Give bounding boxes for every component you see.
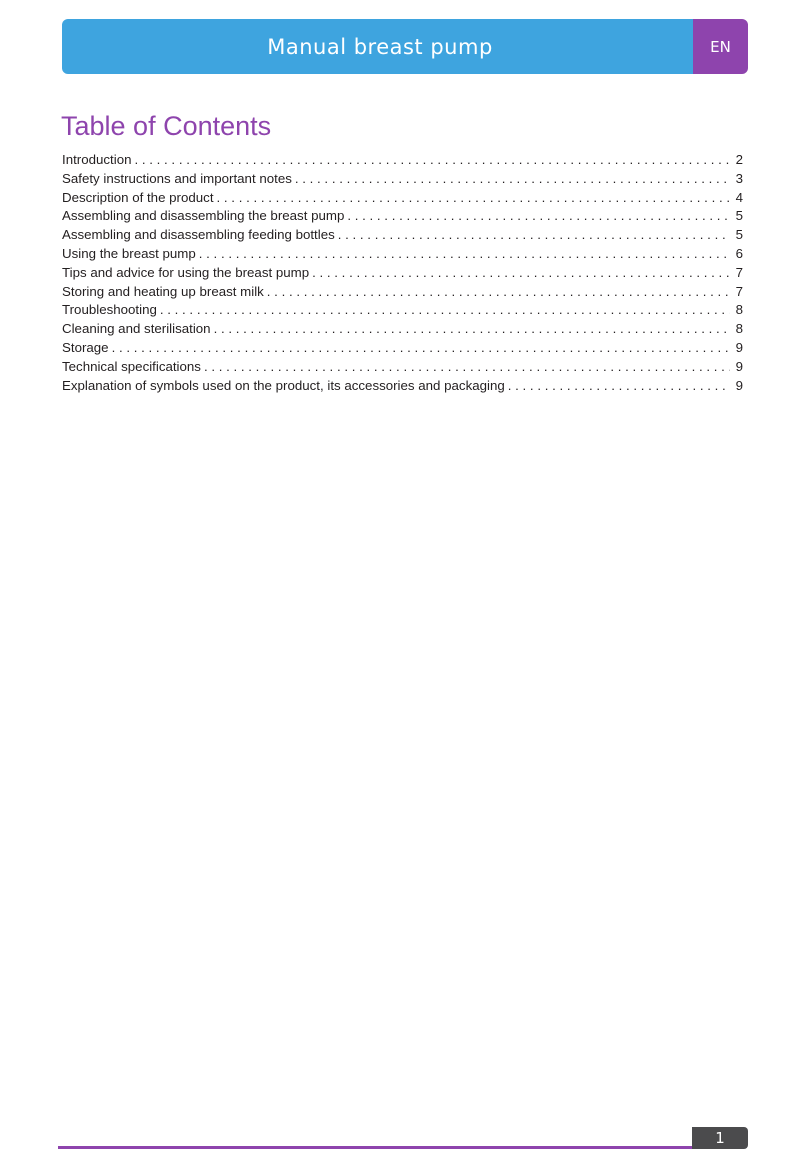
toc-entry-label: Storing and heating up breast milk — [62, 283, 264, 299]
toc-entry-page: 5 — [735, 227, 743, 243]
toc-entry[interactable] — [62, 264, 743, 283]
toc-dot-leader — [312, 264, 729, 283]
toc-entry[interactable] — [62, 189, 743, 208]
toc-entry[interactable] — [62, 151, 743, 170]
toc-entry-label: Safety instructions and important notes — [62, 170, 292, 186]
table-of-contents — [62, 151, 743, 395]
toc-entry[interactable] — [62, 283, 743, 302]
page-number-tab — [692, 1127, 748, 1149]
toc-entry[interactable] — [62, 301, 743, 320]
toc-entry-page: 8 — [735, 321, 743, 337]
toc-entry[interactable] — [62, 377, 743, 396]
toc-entry-label: Using the breast pump — [62, 245, 196, 261]
toc-entry-page: 7 — [735, 264, 743, 280]
toc-dot-leader — [347, 207, 729, 226]
toc-dot-leader — [508, 377, 730, 396]
toc-entry-page: 6 — [735, 245, 743, 261]
toc-entry-page: 5 — [735, 208, 743, 224]
page-number: 1 — [715, 1129, 725, 1147]
toc-entry-label: Introduction — [62, 152, 132, 167]
toc-entry-label: Storage — [62, 339, 109, 355]
toc-entry-label: Explanation of symbols used on the product, its accessories and packaging — [62, 377, 505, 393]
header-title-bar — [62, 19, 693, 74]
toc-entry[interactable] — [62, 339, 743, 358]
toc-entry-page: 4 — [735, 189, 743, 205]
toc-dot-leader — [295, 170, 730, 189]
toc-entry[interactable] — [62, 320, 743, 339]
toc-entry-label: Assembling and disassembling feeding bottles — [62, 227, 335, 243]
toc-entry-page: 8 — [735, 302, 743, 318]
toc-entry[interactable] — [62, 226, 743, 245]
toc-entry-page: 9 — [735, 339, 743, 355]
toc-dot-leader — [199, 245, 730, 264]
toc-dot-leader — [160, 301, 730, 320]
toc-dot-leader — [204, 358, 730, 377]
footer-divider — [58, 1146, 698, 1149]
toc-entry-page: 2 — [735, 152, 743, 167]
toc-dot-leader — [217, 189, 730, 208]
document-title: Manual breast pump — [267, 34, 493, 59]
toc-dot-leader — [338, 226, 730, 245]
toc-entry-label: Cleaning and sterilisation — [62, 321, 211, 337]
toc-entry-page: 7 — [735, 283, 743, 299]
page-header — [62, 19, 748, 74]
toc-dot-leader — [214, 320, 730, 339]
toc-entry-label: Technical specifications — [62, 358, 201, 374]
toc-entry[interactable] — [62, 170, 743, 189]
toc-entry-label: Tips and advice for using the breast pump — [62, 264, 310, 280]
toc-entry-page: 9 — [735, 358, 743, 374]
toc-entry-page: 3 — [735, 170, 743, 186]
toc-entry-page: 9 — [735, 377, 743, 393]
toc-entry[interactable] — [62, 207, 743, 226]
toc-heading: Table of Contents — [61, 111, 272, 141]
language-code: EN — [710, 37, 731, 56]
toc-entry[interactable] — [62, 245, 743, 264]
toc-entry[interactable] — [62, 358, 743, 377]
toc-entry-label: Description of the product — [62, 189, 214, 205]
toc-entry-label: Assembling and disassembling the breast pump — [62, 208, 345, 224]
language-badge — [693, 19, 748, 74]
toc-dot-leader — [134, 151, 729, 170]
toc-entry-label: Troubleshooting — [62, 302, 157, 318]
toc-dot-leader — [112, 339, 730, 358]
toc-dot-leader — [267, 283, 730, 302]
